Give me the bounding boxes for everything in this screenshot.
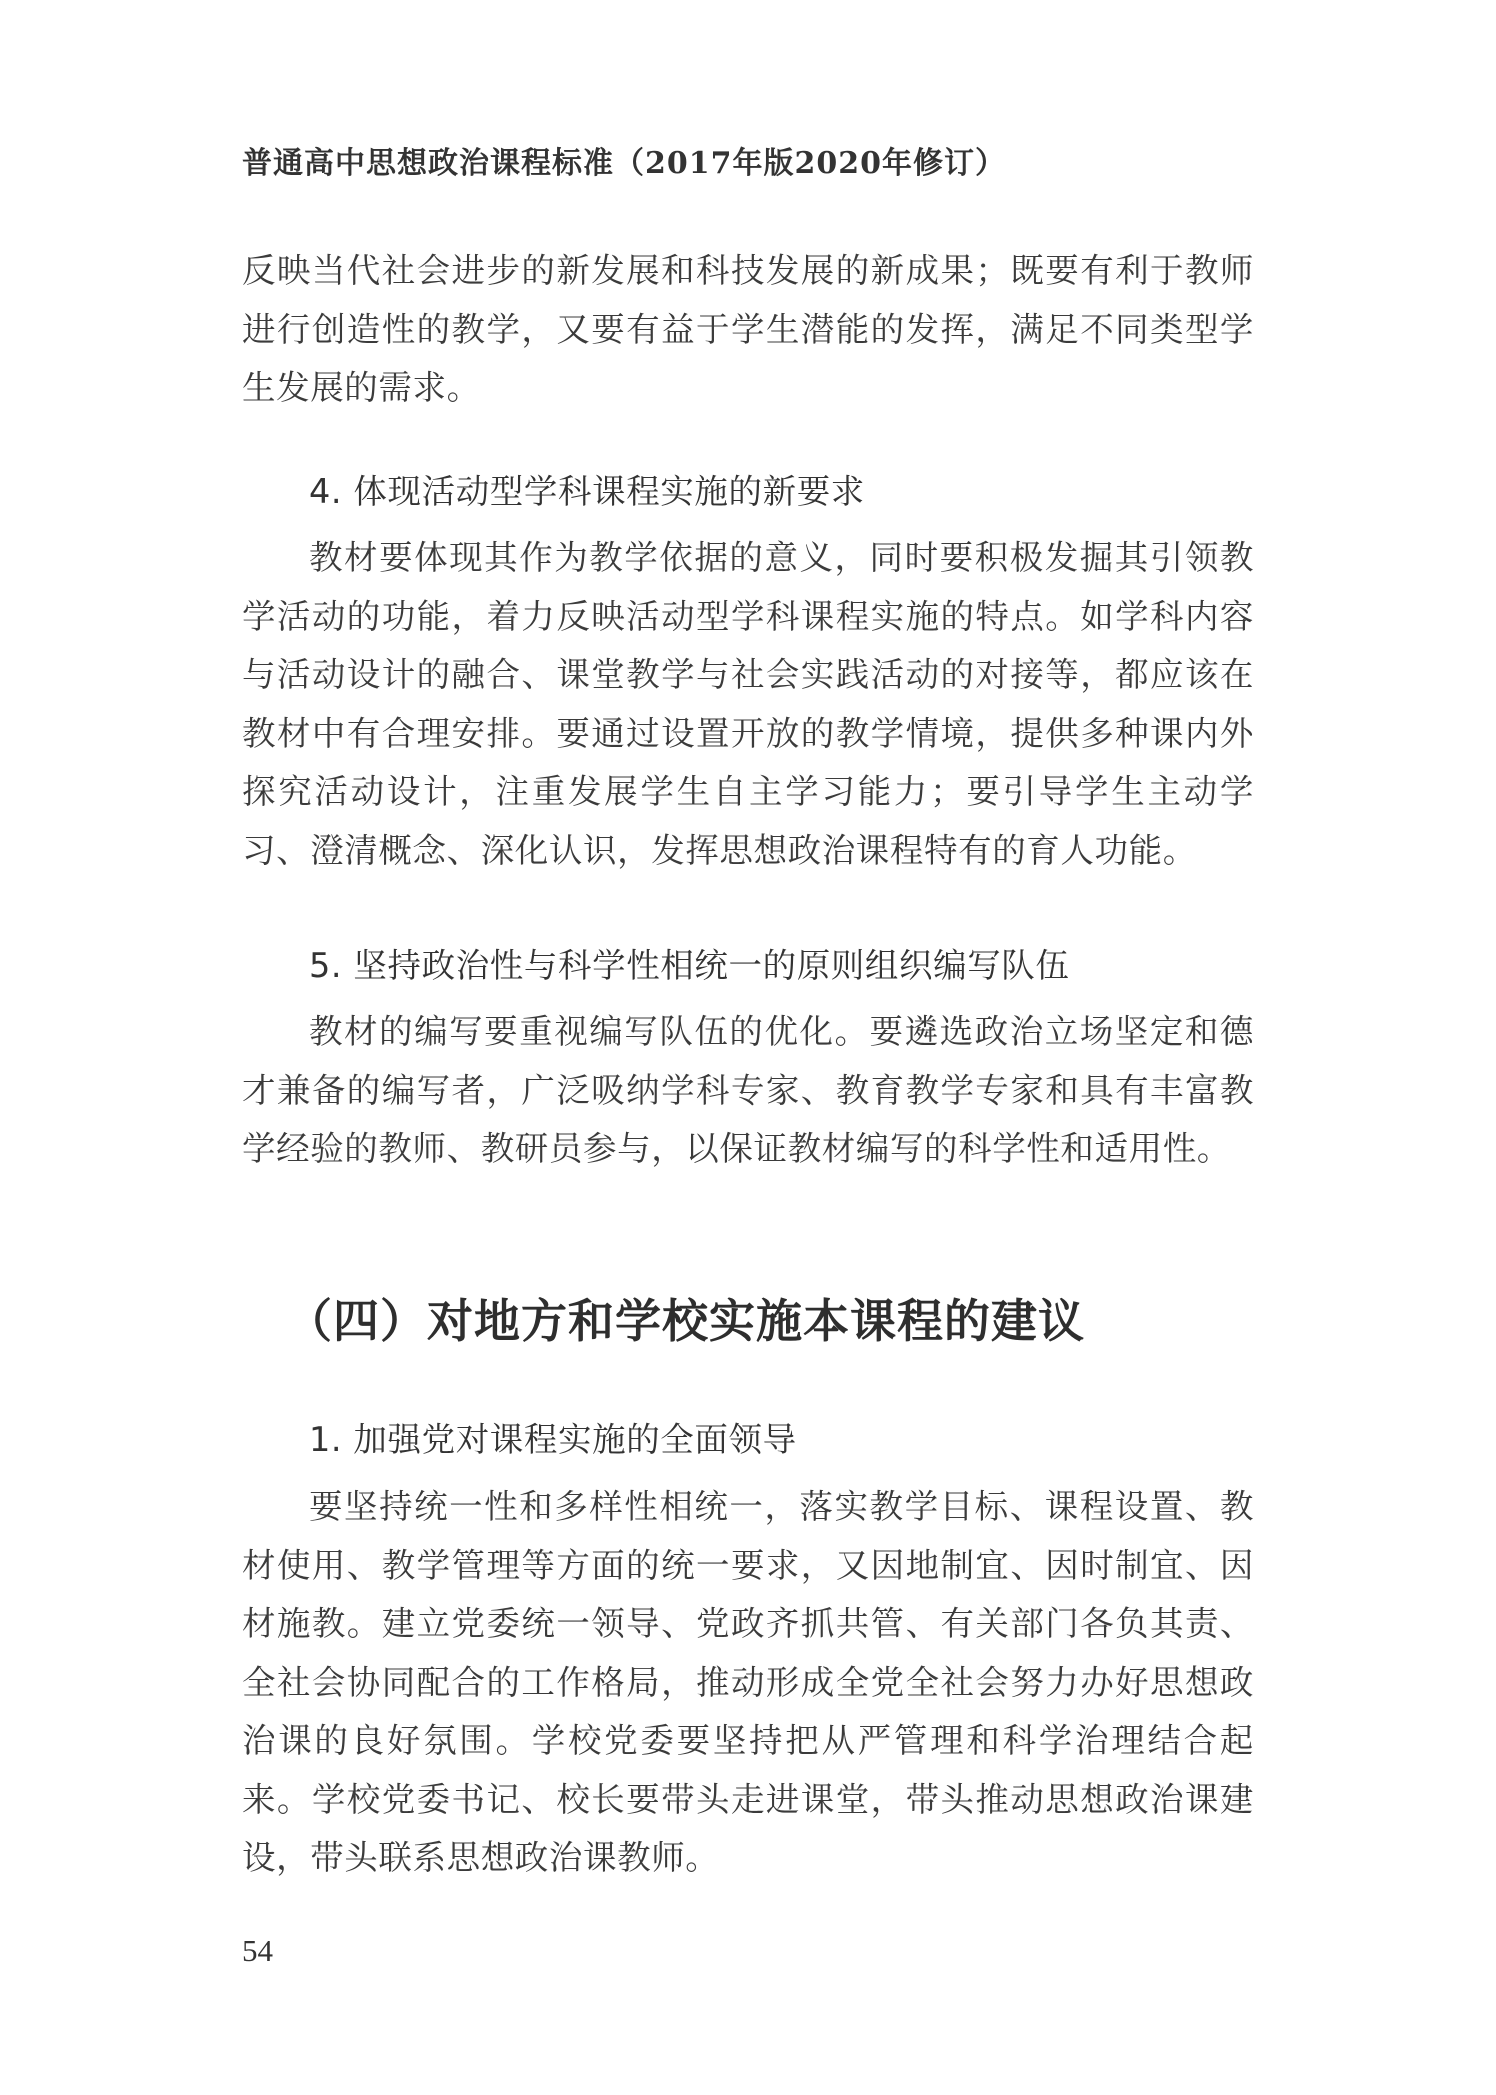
item-heading-5: 5. 坚持政治性与科学性相统一的原则组织编写队伍 [309, 946, 1070, 985]
paragraph-text: 要坚持统一性和多样性相统一，落实教学目标、课程设置、教材使用、教学管理等方面的统一要求，又因地制宜、因时制宜、因材施教。建立党委统一领导、党政齐抓共管、有关部门各负其责、全社会协同配合的工作格局，推动形成全党全社会努力办好思想政治课的良好氛围。学校党委要坚持把从严管理和科学治理结合起来。学校党委书记、校长要带头走进课堂，带头推动思想政治课建设，带头联系思想政治课教师。 [242, 1487, 1254, 1877]
item-4-paragraph [242, 529, 1254, 880]
item-heading-4: 4. 体现活动型学科课程实施的新要求 [309, 472, 865, 511]
paragraph-text: 反映当代社会进步的新发展和科技发展的新成果；既要有利于教师进行创造性的教学，又要有益于学生潜能的发挥，满足不同类型学生发展的需求。 [242, 251, 1254, 407]
running-header: 普通高中思想政治课程标准（2017年版2020年修订） [242, 146, 1006, 181]
continuation-paragraph [242, 242, 1254, 418]
item-heading-1: 1. 加强党对课程实施的全面领导 [309, 1420, 797, 1459]
section-heading: （四）对地方和学校实施本课程的建议 [286, 1294, 1085, 1348]
paragraph-text: 教材要体现其作为教学依据的意义，同时要积极发掘其引领教学活动的功能，着力反映活动型学科课程实施的特点。如学科内容与活动设计的融合、课堂教学与社会实践活动的对接等，都应该在教材中有合理安排。要通过设置开放的教学情境，提供多种课内外探究活动设计，注重发展学生自主学习能力；要引导学生主动学习、澄清概念、深化认识，发挥思想政治课程特有的育人功能。 [242, 538, 1254, 870]
paragraph-text: 教材的编写要重视编写队伍的优化。要遴选政治立场坚定和德才兼备的编写者，广泛吸纳学科专家、教育教学专家和具有丰富教学经验的教师、教研员参与，以保证教材编写的科学性和适用性。 [242, 1012, 1254, 1168]
page-number: 54 [242, 1933, 273, 1968]
item-5-paragraph [242, 1003, 1254, 1179]
item-1-paragraph [242, 1478, 1254, 1888]
